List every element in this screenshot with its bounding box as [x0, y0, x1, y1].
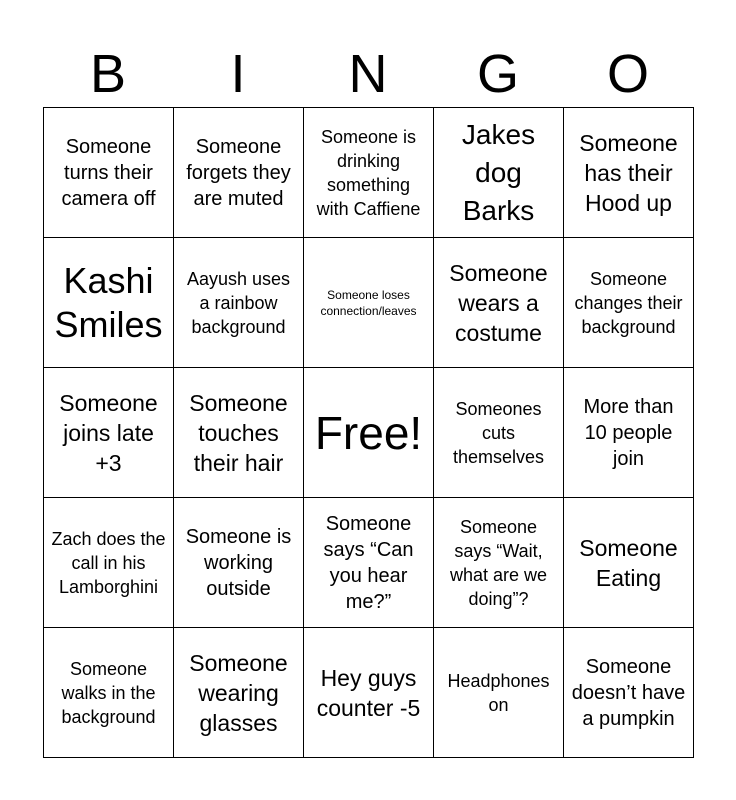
cell-text: Someone Eating: [579, 534, 678, 591]
cell-text: Someone changes their background: [574, 268, 683, 337]
bingo-cell[interactable]: [174, 238, 304, 368]
bingo-cell[interactable]: [174, 368, 304, 498]
bingo-cell[interactable]: [564, 498, 694, 628]
bingo-cell[interactable]: [44, 368, 174, 498]
bingo-cell[interactable]: [434, 238, 564, 368]
bingo-cell[interactable]: [434, 108, 564, 238]
cell-text: Someone turns their camera off: [61, 135, 156, 210]
cell-text: Someone joins late +3: [59, 389, 158, 476]
cell-text: Someone has their Hood up: [579, 129, 678, 216]
cell-text: Someone wearing glasses: [189, 649, 288, 736]
bingo-cell[interactable]: [564, 108, 694, 238]
cell-text: Someones cuts themselves: [452, 398, 545, 467]
cell-text: Aayush uses a rainbow background: [186, 268, 291, 337]
cell-text: Someone doesn’t have a pumpkin: [571, 655, 686, 730]
cell-text: More than 10 people join: [583, 395, 674, 470]
bingo-cell[interactable]: [304, 628, 434, 758]
bingo-cell[interactable]: [44, 628, 174, 758]
cell-text: Zach does the call in his Lamborghini: [51, 528, 166, 597]
bingo-cell[interactable]: [174, 108, 304, 238]
cell-text: Someone says “Can you hear me?”: [323, 512, 414, 613]
header-letter-i: I: [230, 44, 246, 104]
cell-text: Headphones on: [447, 670, 550, 715]
cell-text: Someone loses connection/leaves: [320, 287, 417, 318]
cell-text: Kashi Smiles: [54, 259, 163, 345]
cell-text: Jakes dog Barks: [461, 118, 536, 226]
cell-text: Someone is drinking something with Caffiene: [316, 126, 421, 219]
header-letter-o: O: [606, 44, 649, 104]
bingo-cell[interactable]: [304, 108, 434, 238]
cell-text: Hey guys counter -5: [316, 664, 421, 721]
bingo-cell[interactable]: [564, 368, 694, 498]
bingo-cell[interactable]: [174, 498, 304, 628]
header-letter-g: G: [476, 44, 519, 104]
bingo-board: [43, 107, 694, 758]
bingo-cell[interactable]: [434, 628, 564, 758]
bingo-cell[interactable]: [434, 498, 564, 628]
cell-text: Someone is working outside: [185, 525, 292, 600]
bingo-cell[interactable]: [564, 628, 694, 758]
bingo-cell[interactable]: [434, 368, 564, 498]
bingo-cell[interactable]: [304, 498, 434, 628]
header-letter-b: B: [89, 44, 127, 104]
bingo-cell[interactable]: [174, 628, 304, 758]
cell-text: Someone forgets they are muted: [186, 135, 291, 210]
bingo-cell[interactable]: [304, 238, 434, 368]
header-letter-n: N: [348, 44, 388, 104]
bingo-cell[interactable]: [564, 238, 694, 368]
cell-text: Someone touches their hair: [189, 389, 288, 476]
free-text: Free!: [314, 406, 423, 459]
free-cell[interactable]: [304, 368, 434, 498]
cell-text: Someone wears a costume: [449, 259, 548, 346]
bingo-cell[interactable]: [44, 108, 174, 238]
bingo-cell[interactable]: [44, 498, 174, 628]
bingo-header: [43, 40, 693, 108]
bingo-cell[interactable]: [44, 238, 174, 368]
cell-text: Someone says “Wait, what are we doing”?: [449, 516, 548, 609]
cell-text: Someone walks in the background: [61, 658, 156, 727]
